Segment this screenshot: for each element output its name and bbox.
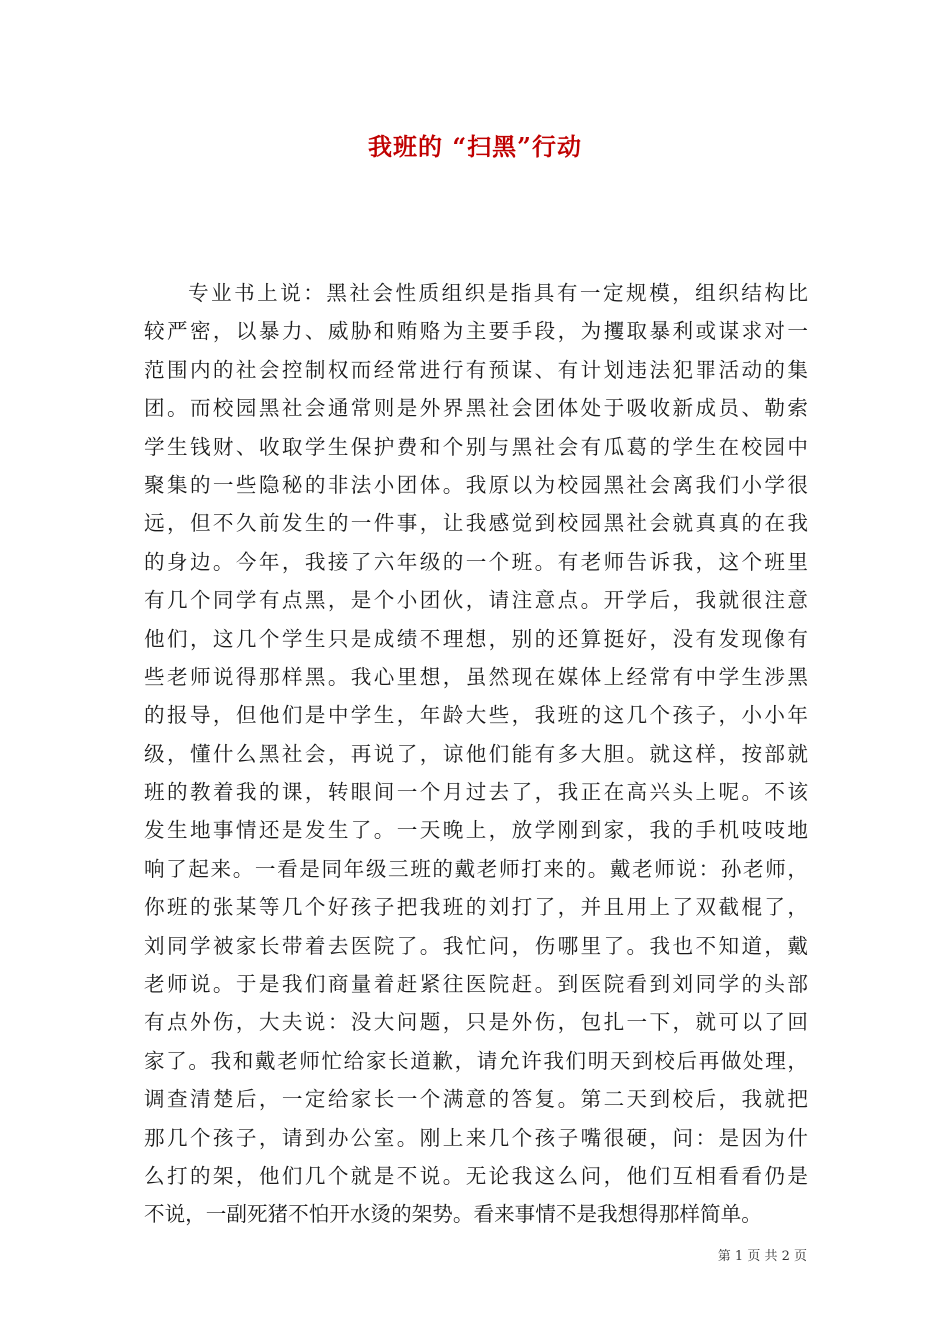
text-line: 的身边。今年，我接了六年级的一个班。有老师告诉我，这个班里 (144, 549, 808, 574)
text-line: 刘同学被家长带着去医院了。我忙问，伤哪里了。我也不知道，戴 (144, 933, 808, 958)
text-line: 远，但不久前发生的一件事，让我感觉到校园黑社会就真真的在我 (144, 511, 808, 536)
text-line: 聚集的一些隐秘的非法小团体。我原以为校园黑社会离我们小学很 (144, 472, 808, 497)
text-line: 不说，一副死猪不怕开水烫的架势。看来事情不是我想得那样简单。 (144, 1202, 762, 1227)
text-line: 较严密，以暴力、威胁和贿赂为主要手段，为攫取暴利或谋求对一 (144, 319, 808, 344)
text-line: 你班的张某等几个好孩子把我班的刘打了，并且用上了双截棍了， (144, 895, 808, 920)
text-line: 专业书上说：黑社会性质组织是指具有一定规模，组织结构比 (188, 281, 808, 305)
text-line: 级，懂什么黑社会，再说了，谅他们能有多大胆。就这样，按部就 (144, 741, 808, 766)
text-line: 学生钱财、收取学生保护费和个别与黑社会有瓜葛的学生在校园中 (144, 434, 808, 459)
text-line: 有点外伤，大夫说：没大问题，只是外伤，包扎一下，就可以了回 (144, 1010, 808, 1035)
text-line: 响了起来。一看是同年级三班的戴老师打来的。戴老师说：孙老师， (144, 856, 808, 881)
text-line: 调查清楚后，一定给家长一个满意的答复。第二天到校后，我就把 (144, 1087, 808, 1112)
page-number-footer: 第 1 页 共 2 页 (717, 1249, 807, 1264)
text-line: 范围内的社会控制权而经常进行有预谋、有计划违法犯罪活动的集 (144, 357, 808, 382)
text-line: 班的教着我的课，转眼间一个月过去了，我正在高兴头上呢。不该 (144, 780, 808, 805)
document-title: 我班的 “扫黑”行动 (368, 132, 582, 161)
text-line: 老师说。于是我们商量着赶紧往医院赶。到医院看到刘同学的头部 (144, 972, 808, 997)
text-line: 团。而校园黑社会通常则是外界黑社会团体处于吸收新成员、勒索 (144, 396, 808, 421)
text-line: 有几个同学有点黑，是个小团伙，请注意点。开学后，我就很注意 (144, 588, 808, 613)
text-line: 发生地事情还是发生了。一天晚上，放学刚到家，我的手机吱吱地 (144, 818, 808, 843)
text-line: 些老师说得那样黑。我心里想，虽然现在媒体上经常有中学生涉黑 (144, 664, 808, 689)
text-line: 的报导，但他们是中学生，年龄大些，我班的这几个孩子，小小年 (144, 703, 808, 728)
text-line: 家了。我和戴老师忙给家长道歉，请允许我们明天到校后再做处理， (144, 1048, 808, 1073)
body-paragraph (144, 274, 808, 1234)
text-line: 他们，这几个学生只是成绩不理想，别的还算挺好，没有发现像有 (144, 626, 808, 651)
text-line: 那几个孩子，请到办公室。刚上来几个孩子嘴很硬，问：是因为什 (144, 1125, 808, 1150)
text-line: 么打的架，他们几个就是不说。无论我这么问，他们互相看看仍是 (144, 1163, 808, 1188)
